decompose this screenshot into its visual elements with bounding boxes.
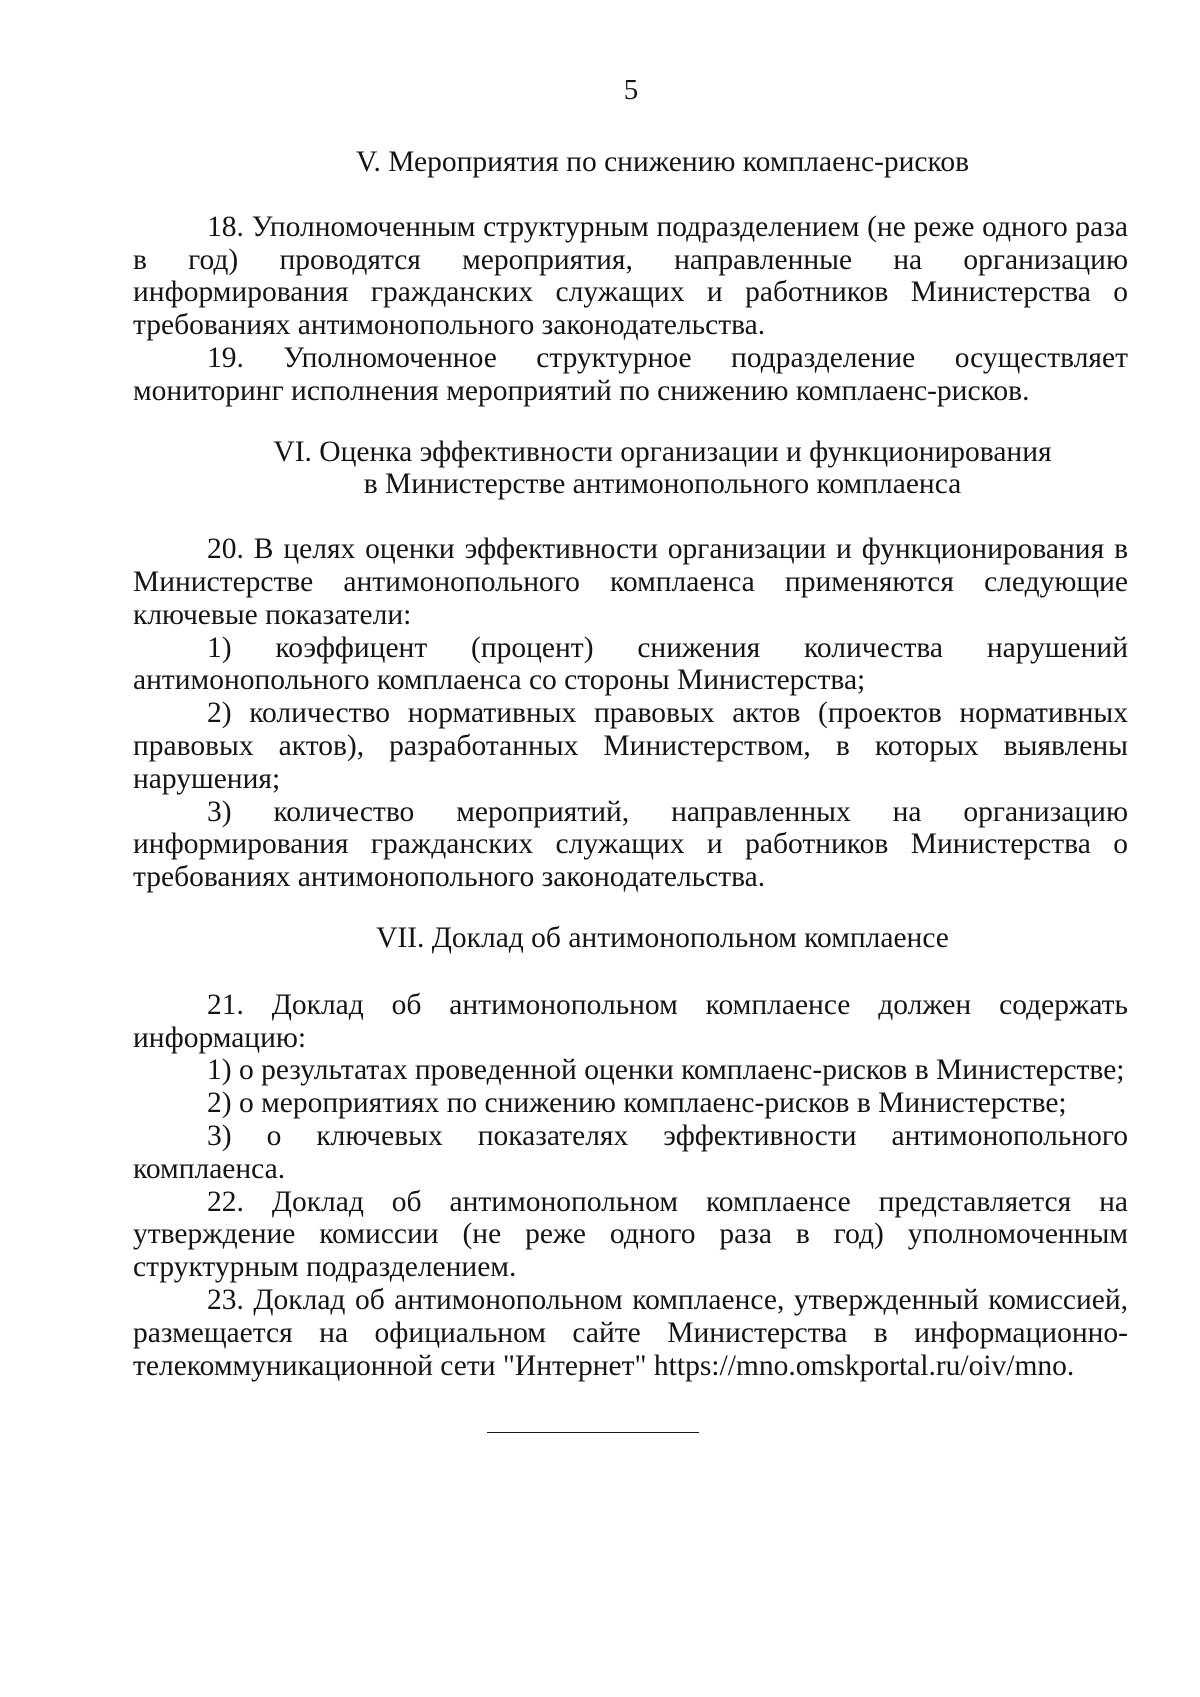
end-divider-line bbox=[487, 1432, 699, 1433]
paragraph-21-item-2: 2) о мероприятиях по снижению комплаенс-рисков в Министерстве; bbox=[207, 1087, 1067, 1120]
paragraph-21: 21. Доклад об антимонопольном комплаенсе должен содержать информацию: bbox=[133, 988, 1128, 1054]
paragraph-20-item-1: 1) коэффицент (процент) снижения количества нарушений антимонопольного комплаенса со стороны Министерства; bbox=[133, 631, 1128, 697]
page-number: 5 bbox=[623, 74, 639, 106]
paragraph-20-item-2: 2) количество нормативных правовых актов (проектов нормативных правовых актов), разработанных Министерством, в которых выявлены нарушения; bbox=[133, 697, 1128, 795]
paragraph-23: 23. Доклад об антимонопольном комплаенсе, утвержденный комиссией, размещается на официальном сайте Министерства в информационно-телекоммуникационной сети "Интернет" https://mno.omskportal.ru/oiv/mno. bbox=[133, 1283, 1128, 1382]
section-7-heading: VII. Доклад об антимонопольном комплаенсе bbox=[376, 921, 949, 954]
section-5-heading: V. Мероприятия по снижению комплаенс-рисков bbox=[355, 146, 970, 178]
document-body bbox=[133, 146, 1128, 1382]
paragraph-19: 19. Уполномоченное структурное подразделение осуществляет мониторинг исполнения мероприятий по снижению комплаенс-рисков. bbox=[133, 341, 1128, 407]
paragraph-22: 22. Доклад об антимонопольном комплаенсе представляется на утверждение комиссии (не реже одного раза в год) уполномоченным структурным подразделением. bbox=[133, 1185, 1128, 1284]
section-6-heading bbox=[133, 436, 1128, 502]
section-6-heading-line-2: в Министерстве антимонопольного комплаенса bbox=[363, 468, 962, 501]
section-6-heading-line-1: VI. Оценка эффективности организации и функционирования bbox=[273, 435, 1052, 468]
paragraph-21-item-1: 1) о результатах проведенной оценки комплаенс-рисков в Министерстве; bbox=[207, 1054, 1125, 1087]
paragraph-20: 20. В целях оценки эффективности организации и функционирования в Министерстве антимонопольного комплаенса применяются следующие ключевые показатели: bbox=[133, 533, 1128, 631]
paragraph-20-item-3: 3) количество мероприятий, направленных на организацию информирования гражданских служащих и работников Министерства о требованиях антимонопольного законодательства. bbox=[133, 795, 1128, 894]
paragraph-18: 18. Уполномоченным структурным подразделением (не реже одного раза в год) проводятся мероприятия, направленные на организацию информирования гражданских служащих и работников Министерства о требованиях антимонопольного законодательства. bbox=[133, 210, 1128, 342]
paragraph-21-item-3: 3) о ключевых показателях эффективности антимонопольного комплаенса. bbox=[133, 1119, 1128, 1185]
